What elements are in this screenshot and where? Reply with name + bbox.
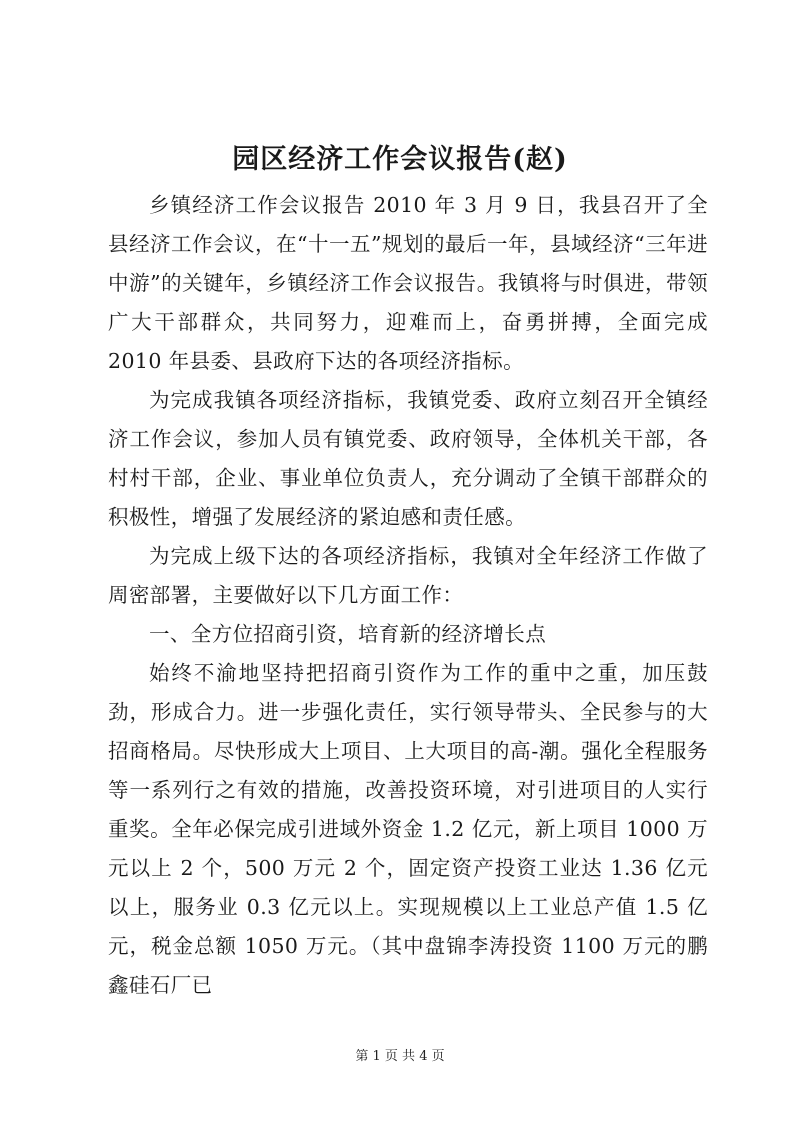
page-footer: 第 1 页 共 4 页 [355,1049,445,1064]
paragraph-4: 始终不渝地坚持把招商引资作为工作的重中之重，加压鼓劲，形成合力。进一步强化责任，实行领导带头、全民参与的大招商格局。尽快形成大上项目、上大项目的高-潮。强化全程服务等一系列行之有效的措施，改善投资环境，对引进项目的人实行重奖。全年必保完成引进域外资金 1.2 亿元，新上项目 1000 万元以上 2 个，500 万元 2 个，固定资产投资工业达 1.36 亿元以上，服务业 0.3 亿元以上。实现规模以上工业总产值 1.5 亿元，税金总额 1050 万元。（其中盘锦李涛投资 1100 万元的鹏鑫硅石厂已 [108,661,708,997]
paragraph-2: 为完成我镇各项经济指标，我镇党委、政府立刻召开全镇经济工作会议，参加人员有镇党委、政府领导，全体机关干部，各村村干部，企业、事业单位负责人，充分调动了全镇干部群众的积极性，增强了发展经济的紧迫感和责任感。 [108,388,708,529]
document-body [108,186,708,1005]
paragraph-1: 乡镇经济工作会议报告 2010 年 3 月 9 日，我县召开了全县经济工作会议，在“十一五”规划的最后一年，县域经济“三年进中游”的关键年，乡镇经济工作会议报告。我镇将与时俱进，带领广大干部群众，共同努力，迎难而上，奋勇拼搏，全面完成 2010 年县委、县政府下达的各项经济指标。 [108,193,708,373]
paragraph-3: 为完成上级下达的各项经济指标，我镇对全年经济工作做了周密部署，主要做好以下几方面工作： [108,544,708,607]
section-heading-1: 一、全方位招商引资，培育新的经济增长点 [149,622,547,646]
page-title: 园区经济工作会议报告(赵) [232,144,568,175]
